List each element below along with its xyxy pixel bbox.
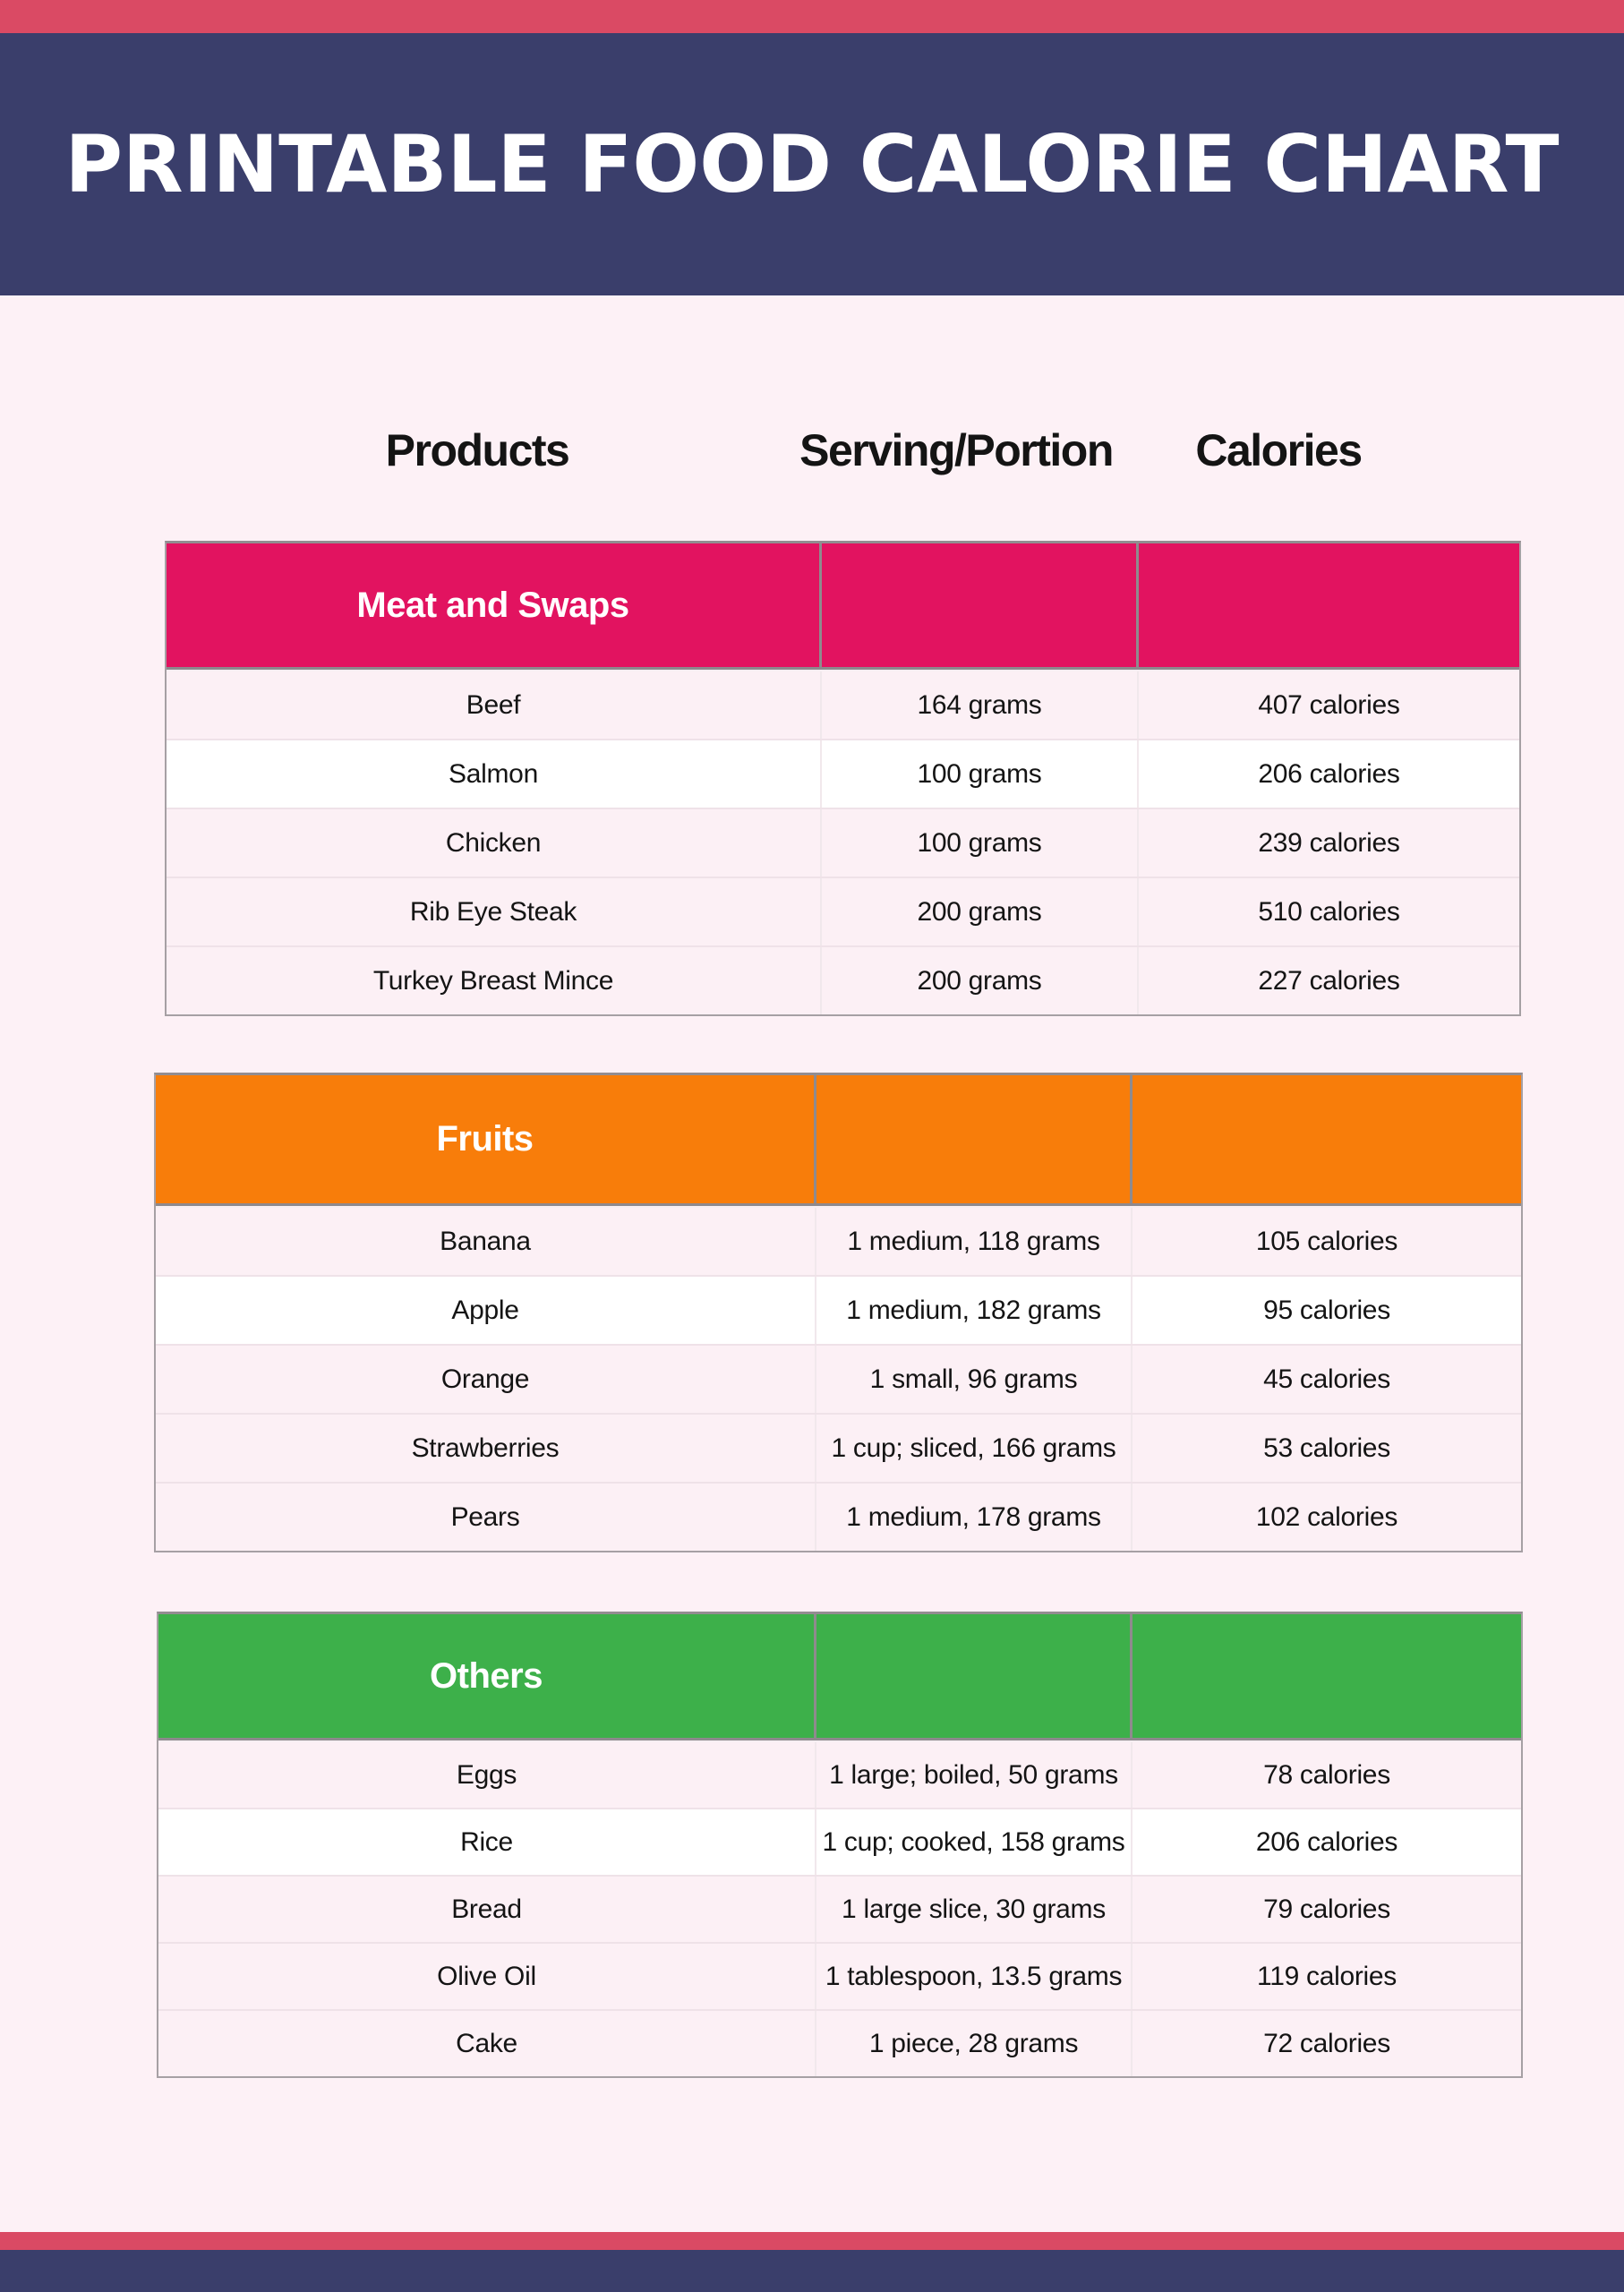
top-accent-bar <box>0 0 1624 33</box>
table-row <box>158 1808 1521 1875</box>
calories-cell: 102 calories <box>1255 1501 1398 1532</box>
serving-cell: 1 small, 96 grams <box>816 1346 1133 1413</box>
section-header-cell <box>167 543 822 667</box>
section-header-cell <box>816 1614 1133 1738</box>
calories-cell: 78 calories <box>1263 1759 1390 1790</box>
serving-cell: 1 large; boiled, 50 grams <box>816 1742 1133 1808</box>
section-header-cell <box>156 1075 816 1203</box>
calories-cell: 105 calories <box>1255 1226 1398 1256</box>
serving-cell: 1 tablespoon, 13.5 grams <box>816 1944 1133 2009</box>
serving-cell: 1 medium, 178 grams <box>816 1484 1133 1551</box>
calories-cell: 119 calories <box>1257 1961 1397 1991</box>
footer-bar <box>0 2250 1624 2292</box>
table-row <box>167 670 1519 739</box>
calories-cell: 510 calories <box>1258 896 1400 927</box>
column-header-products: Products <box>385 425 569 475</box>
table-row <box>158 1875 1521 1942</box>
serving-cell: 200 grams <box>822 878 1139 945</box>
section-header-cell <box>822 543 1139 667</box>
table-row <box>158 1740 1521 1808</box>
calories-cell: 72 calories <box>1263 2028 1390 2058</box>
fruits-header-row <box>156 1075 1521 1206</box>
product-cell: Bread <box>158 1877 816 1942</box>
product-cell: Apple <box>156 1277 816 1344</box>
table-row <box>156 1413 1521 1482</box>
calories-cell: 206 calories <box>1258 758 1400 789</box>
table-row <box>156 1275 1521 1344</box>
bottom-accent-bar <box>0 2232 1624 2250</box>
product-cell: Salmon <box>167 740 822 808</box>
calories-cell: 239 calories <box>1258 827 1400 858</box>
calories-cell: 407 calories <box>1258 689 1400 720</box>
serving-cell: 200 grams <box>822 947 1139 1014</box>
section-header-cell <box>1139 543 1519 667</box>
section-title-meat-and-swaps: Meat and Swaps <box>356 585 629 625</box>
calories-cell: 227 calories <box>1258 965 1400 996</box>
table-row <box>156 1206 1521 1275</box>
serving-cell: 1 piece, 28 grams <box>816 2011 1133 2076</box>
serving-cell: 100 grams <box>822 809 1139 877</box>
serving-cell: 1 cup; sliced, 166 grams <box>816 1415 1133 1482</box>
table-row <box>158 1942 1521 2009</box>
serving-cell: 1 medium, 182 grams <box>816 1277 1133 1344</box>
product-cell: Rice <box>158 1809 816 1875</box>
calories-cell: 53 calories <box>1263 1432 1390 1463</box>
calories-cell: 206 calories <box>1255 1826 1398 1857</box>
table-row <box>158 2009 1521 2076</box>
product-cell: Rib Eye Steak <box>167 878 822 945</box>
table-row <box>167 739 1519 808</box>
product-cell: Beef <box>167 671 822 739</box>
product-cell: Orange <box>156 1346 816 1413</box>
serving-cell: 1 large slice, 30 grams <box>816 1877 1133 1942</box>
serving-cell: 1 cup; cooked, 158 grams <box>816 1809 1133 1875</box>
table-row <box>156 1344 1521 1413</box>
meat-and-swaps-table <box>165 541 1521 1016</box>
others-table <box>157 1612 1523 2078</box>
product-cell: Turkey Breast Mince <box>167 947 822 1014</box>
product-cell: Strawberries <box>156 1415 816 1482</box>
product-cell: Banana <box>156 1208 816 1275</box>
product-cell: Olive Oil <box>158 1944 816 2009</box>
section-header-cell <box>1133 1075 1521 1203</box>
section-title-fruits: Fruits <box>436 1119 534 1159</box>
product-cell: Chicken <box>167 809 822 877</box>
others-header-row <box>158 1614 1521 1740</box>
product-cell: Pears <box>156 1484 816 1551</box>
table-row <box>167 877 1519 945</box>
fruits-table <box>154 1073 1523 1552</box>
table-row <box>167 808 1519 877</box>
calories-cell: 95 calories <box>1263 1295 1390 1325</box>
calories-cell: 79 calories <box>1263 1894 1390 1924</box>
product-cell: Eggs <box>158 1742 816 1808</box>
table-row <box>167 945 1519 1014</box>
table-row <box>156 1482 1521 1551</box>
calories-cell: 45 calories <box>1263 1364 1390 1394</box>
page-title: PRINTABLE FOOD CALORIE CHART <box>64 118 1560 210</box>
header-banner <box>0 33 1624 295</box>
section-header-cell <box>158 1614 816 1738</box>
column-header-calories: Calories <box>1195 425 1362 475</box>
section-header-cell <box>816 1075 1133 1203</box>
column-header-serving-portion: Serving/Portion <box>799 425 1113 475</box>
section-title-others: Others <box>430 1655 543 1696</box>
section-header-cell <box>1133 1614 1521 1738</box>
meat-and-swaps-header-row <box>167 543 1519 670</box>
product-cell: Cake <box>158 2011 816 2076</box>
serving-cell: 100 grams <box>822 740 1139 808</box>
serving-cell: 1 medium, 118 grams <box>816 1208 1133 1275</box>
serving-cell: 164 grams <box>822 671 1139 739</box>
